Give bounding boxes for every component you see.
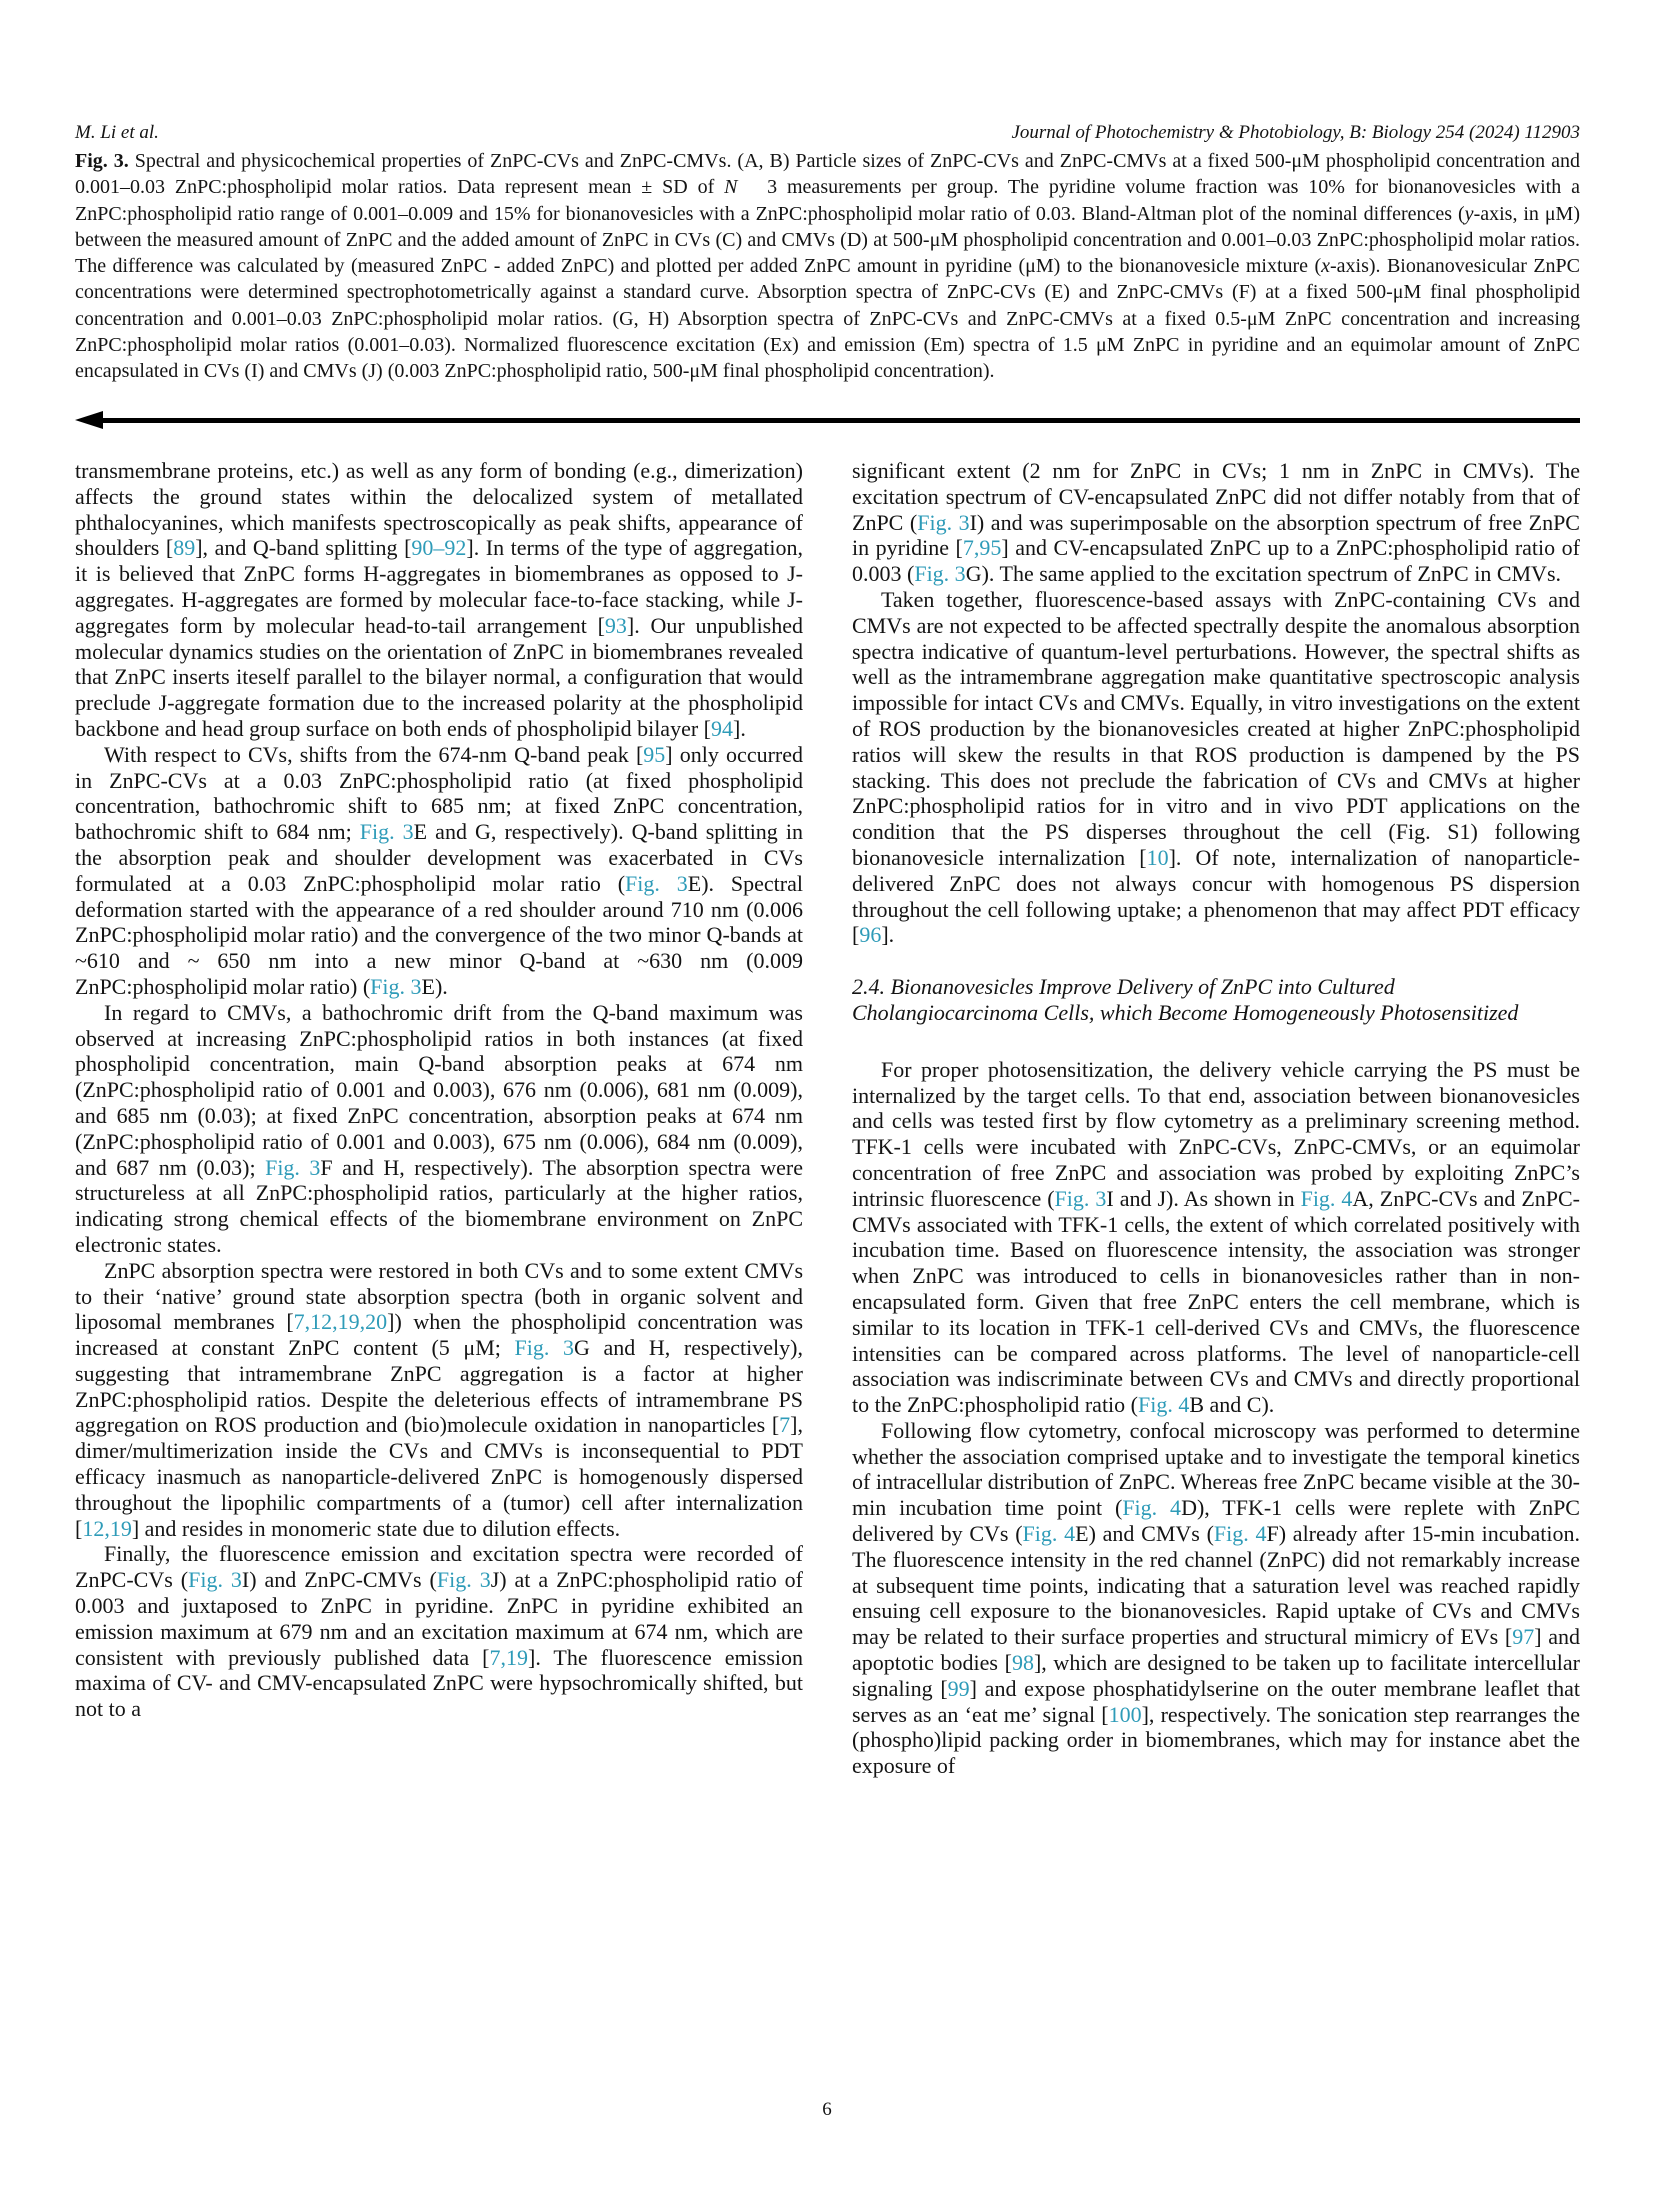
figure-separator-arrow <box>75 411 1580 429</box>
text-segment: Finally, the fluorescence emission and excitation spectra were recorded of ZnPC-CVs ( <box>75 1541 803 1593</box>
citation-link[interactable]: Fig. 3 <box>514 1335 574 1361</box>
text-segment: significant extent (2 nm for ZnPC in CVs; 1 nm in ZnPC in CMVs). The excitation spectrum of CV-encapsulated ZnPC did not differ notably from that of ZnPC ( <box>852 458 1580 535</box>
citation-link[interactable]: 97 <box>1512 1624 1535 1650</box>
text-segment: ]. In terms of the type of aggregation, it is believed that ZnPC forms H-aggregates in biomembranes as opposed to J-aggregates. H-aggregates are formed by molecular face-to-face stacking, while J-aggregates form by molecular head-to-tail arrangement [ <box>75 535 803 638</box>
citation-link[interactable]: 93 <box>604 612 627 638</box>
citation-link[interactable]: 89 <box>173 535 196 561</box>
text-segment: -axis). Bionanovesicular ZnPC concentrations were determined spectrophotometrically against a standard curve. Absorption spectra of ZnPC-CVs (E) and ZnPC-CMVs (F) at a fixed 500-μM final phospholipid concentration and 0.001–0.03 ZnPC:phospholipid molar ratios. (G, H) Absorption spectra of ZnPC-CVs and ZnPC-CMVs at a fixed 0.5-μM ZnPC concentration and increasing ZnPC:phospholipid molar ratios (0.001–0.03). Normalized fluorescence excitation (Ex) and emission (Em) spectra of 1.5 μM ZnPC in pyridine and an equimolar amount of ZnPC encapsulated in CVs (I) and CMVs (J) (0.003 ZnPC:phospholipid ratio, 500-μM final phospholipid concentration). <box>75 255 1580 383</box>
citation-link[interactable]: Fig. 4 <box>1300 1185 1353 1211</box>
citation-link[interactable]: Fig. 3 <box>914 561 966 587</box>
paragraph <box>75 1541 803 1722</box>
paragraph <box>75 742 803 1000</box>
section-heading-2-4 <box>852 974 1580 1026</box>
text-segment: ], and Q-band splitting [ <box>195 535 412 561</box>
paragraph <box>852 1418 1580 1779</box>
page-number: 6 <box>822 2099 832 2120</box>
citation-link[interactable]: Fig. 4 <box>1138 1392 1190 1418</box>
text-segment: Taken together, fluorescence-based assays with ZnPC-containing CVs and CMVs are not expected to be affected spectrally despite the anomalous absorption spectra indicative of quantum-level perturbations. However, the spectral shifts as well as the intramembrane aggregation make quantitative spectroscopic analysis impossible for intact CVs and CMVs. Equally, in vitro investigations on the extent of ROS production by the bionanovesicles created at higher ZnPC:phospholipid ratios will skew the results in that ROS production is dampened by the PS stacking. This does not preclude the fabrication of CVs and CMVs at higher ZnPC:phospholipid ratios for in vitro and in vivo PDT applications on the condition that the PS disperses throughout the cell (Fig. S1) following bionanovesicle internalization [ <box>852 586 1580 870</box>
text-segment: E and G, respectively). Q-band splitting in the absorption peak and shoulder development was exacerbated in CVs formulated at a 0.03 ZnPC:phospholipid molar ratio ( <box>75 819 803 896</box>
running-journal-title: Journal of Photochemistry & Photobiology, B: Biology 254 (2024) 112903 <box>1011 122 1580 143</box>
citation-link[interactable]: Fig. 3 <box>265 1154 321 1180</box>
text-segment: E). <box>421 973 448 999</box>
text-segment: B and C). <box>1189 1392 1275 1418</box>
text-segment: Following flow cytometry, confocal microscopy was performed to determine whether the association comprised uptake and to investigate the temporal kinetics of intracellular distribution of ZnPC. Whereas free ZnPC became visible at the 30-min incubation time point ( <box>852 1417 1580 1521</box>
citation-link[interactable]: Fig. 3 <box>1054 1185 1107 1211</box>
text-segment: ] only occurred in ZnPC-CVs at a 0.03 ZnPC:phospholipid ratio (at fixed phospholipid concentration, bathochromic shift to 685 nm; at fixed ZnPC concentration, bathochromic shift to 684 nm; <box>75 741 803 845</box>
text-segment: ], respectively. The sonication step rearranges the (phospho)lipid packing order in biomembranes, which may for instance abet the exposure of <box>852 1701 1581 1779</box>
text-segment: D), TFK-1 cells were replete with ZnPC delivered by CVs ( <box>852 1495 1580 1547</box>
text-segment: G and H, respectively), suggesting that intramembrane ZnPC aggregation is a factor at higher ZnPC:phospholipid ratios. Despite the deleterious effects of intramembrane PS aggregation on ROS production and (bio)molecule oxidation in nanoparticles [ <box>75 1335 803 1438</box>
text-segment: Fig. 3. <box>75 150 129 172</box>
citation-link[interactable]: 7,95 <box>962 535 1002 561</box>
citation-link[interactable]: 98 <box>1011 1650 1034 1676</box>
citation-link[interactable]: 7,12,19,20 <box>293 1309 388 1335</box>
text-segment: y <box>1464 202 1474 225</box>
citation-link[interactable]: Fig. 3 <box>917 509 970 535</box>
paragraph-continuation <box>75 458 803 742</box>
text-segment: -axis, in μM) between the measured amount of ZnPC and the added amount of ZnPC in CVs (C) and CMVs (D) at 500-μM phospholipid concentration and 0.001–0.03 ZnPC:phospholipid molar ratios. The difference was calculated by (measured ZnPC - added ZnPC) and plotted per added ZnPC amount in pyridine (μM) to the bionanovesicle mixture ( <box>75 202 1581 278</box>
text-segment: ]) when the phospholipid concentration was increased at constant ZnPC content (5 μM; <box>75 1309 804 1361</box>
citation-link[interactable]: Fig. 3 <box>370 973 422 999</box>
citation-link[interactable]: Fig. 4 <box>1122 1495 1182 1521</box>
citation-link[interactable]: Fig. 3 <box>359 819 414 845</box>
text-segment: E) and CMVs ( <box>1075 1521 1214 1547</box>
paragraph <box>852 587 1580 948</box>
text-segment: transmembrane proteins, etc.) as well as any form of bonding (e.g., dimerization) affects the ground states within the delocalized system of metallated phthalocyanines, which manifests spectroscopically as peak shifts, appearance of shoulders [ <box>75 458 803 561</box>
text-segment: ]. <box>733 715 746 741</box>
running-authors: M. Li et al. <box>75 122 159 143</box>
citation-link[interactable]: 7,19 <box>489 1644 528 1670</box>
text-segment: I and J). As shown in <box>1106 1185 1301 1211</box>
text-segment: F and H, respectively). The absorption spectra were structureless at all ZnPC:phospholipid ratios, particularly at the higher ratios, indicating strong chemical effects of the biomembrane environment on ZnPC electronic states. <box>75 1154 803 1257</box>
paragraph <box>852 1057 1580 1418</box>
right-column <box>852 458 1580 1779</box>
text-segment: In regard to CMVs, a bathochromic drift from the Q-band maximum was observed at increasing ZnPC:phospholipid ratios in both instances (at fixed phospholipid concentration, main Q-band absorption peaks at 674 nm (ZnPC:phospholipid ratio of 0.001 and 0.003), 676 nm (0.006), 681 nm (0.009), and 685 nm (0.03); at fixed ZnPC concentration, absorption peaks at 674 nm (ZnPC:phospholipid ratio of 0.001 and 0.003), 675 nm (0.006), 684 nm (0.009), and 687 nm (0.03); <box>75 999 803 1180</box>
text-segment: x <box>1321 255 1331 278</box>
text-segment: ]. Of note, internalization of nanoparticle-delivered ZnPC does not always concur with homogenous PS dispersion throughout the cell following uptake; a phenomenon that may affect PDT efficacy [ <box>852 844 1580 948</box>
text-segment: A, ZnPC-CVs and ZnPC-CMVs associated with TFK-1 cells, the extent of which correlated positively with incubation time. Based on fluorescence intensity, the association was stronger when ZnPC was introduced to cells in bionanovesicles rather than in non-encapsulated form. Given that free ZnPC enters the cell membrane, which is similar to its location in TFK-1 cell-derived CVs and CMVs, the fluorescence intensities can be compared across platforms. The level of nanoparticle-cell association was indiscriminate between CVs and CMVs and directly proportional to the ZnPC:phospholipid ratio ( <box>852 1185 1580 1418</box>
text-segment: ] and resides in monomeric state due to dilution effects. <box>131 1515 621 1541</box>
paragraph <box>75 1258 803 1542</box>
arrow-line <box>102 418 1580 423</box>
text-segment: ] and CV-encapsulated ZnPC up to a ZnPC:phospholipid ratio of 0.003 ( <box>852 535 1580 587</box>
citation-link[interactable]: 96 <box>859 922 882 948</box>
text-segment: J) at a ZnPC:phospholipid ratio of 0.003 and juxtaposed to ZnPC in pyridine. ZnPC in pyridine exhibited an emission maximum at 679 nm and an excitation maximum at 674 nm, which are consistent with previously published data [ <box>75 1567 804 1670</box>
text-segment: ]. Our unpublished molecular dynamics studies on the orientation of ZnPC in biomembranes revealed that ZnPC inserts iteself parallel to the bilayer normal, a configuration that would preclude J-aggregate formation due to the increased polarity at the phospholipid backbone and head group surface on both ends of phospholipid bilayer [ <box>75 612 804 741</box>
left-column <box>75 458 803 1722</box>
text-segment: I) and ZnPC-CMVs ( <box>241 1567 437 1593</box>
citation-link[interactable]: Fig. 3 <box>436 1567 491 1593</box>
arrow-head-icon <box>75 411 103 429</box>
text-segment: N <box>724 176 738 199</box>
text-segment: Spectral and physicochemical properties of ZnPC-CVs and ZnPC-CMVs. (A, B) Particle sizes of ZnPC-CVs and ZnPC-CMVs at a fixed 500-μM phospholipid concentration and 0.001–0.03 ZnPC:phospholipid molar ratios. Data represent mean ± SD of <box>75 150 1580 199</box>
text-segment: G). The same applied to the excitation spectrum of ZnPC in CMVs. <box>965 561 1562 587</box>
page-footer <box>0 2099 1654 2121</box>
text-segment: 3 measurements per group. The pyridine volume fraction was 10% for bionanovesicles with a ZnPC:phospholipid ratio range of 0.001–0.009 and 15% for bionanovesicles with a ZnPC:phospholipid molar ratio of 0.03. Bland-Altman plot of the nominal differences ( <box>75 176 1580 225</box>
text-segment: ], dimer/multimerization inside the CVs and CMVs is inconsequential to PDT efficacy inasmuch as nanoparticle-delivered ZnPC is homogenously dispersed throughout the lipophilic compartments of a (tumor) cell after internalization [ <box>75 1412 803 1541</box>
citation-link[interactable]: Fig. 4 <box>1022 1521 1076 1547</box>
text-segment: For proper photosensitization, the delivery vehicle carrying the PS must be internalized by the target cells. To that end, association between bionanovesicles and cells was tested first by flow cytometry as a preliminary screening method. TFK-1 cells were incubated with ZnPC-CVs, ZnPC-CMVs, or an equimolar concentration of free ZnPC and association was probed by exploiting ZnPC’s intrinsic fluorescence ( <box>852 1056 1580 1211</box>
citation-link[interactable]: 95 <box>643 741 666 767</box>
citation-link[interactable]: 94 <box>711 715 733 741</box>
text-segment: F) already after 15-min incubation. The fluorescence intensity in the red channel (ZnPC) did not remarkably increase at subsequent time points, indicating that a saturation level was reached rapidly ensuing cell exposure to the bionanovesicles. Rapid uptake of CVs and CMVs may be related to their surface properties and structural mimicry of EVs [ <box>852 1521 1580 1650</box>
text-segment: I) and was superimposable on the absorption spectrum of free ZnPC in pyridine [ <box>852 509 1580 561</box>
text-segment: ], which are designed to be taken up to facilitate intercellular signaling [ <box>852 1650 1581 1701</box>
figure-caption <box>75 148 1580 385</box>
running-header <box>75 122 1580 144</box>
citation-link[interactable]: Fig. 3 <box>625 870 688 896</box>
text-segment: ]. The fluorescence emission maxima of CV- and CMV-encapsulated ZnPC were hypsochromically shifted, but not to a <box>75 1644 803 1722</box>
text-segment: 2.4. Bionanovesicles Improve Delivery of ZnPC into Cultured Cholangiocarcinoma Cells, which Become Homogeneously Photosensitized <box>852 974 1519 1025</box>
paragraph <box>75 1000 803 1258</box>
citation-link[interactable]: 10 <box>1146 844 1169 870</box>
citation-link[interactable]: 7 <box>779 1412 791 1438</box>
citation-link[interactable]: Fig. 3 <box>188 1567 242 1593</box>
text-segment: ] and apoptotic bodies [ <box>852 1624 1580 1676</box>
text-segment: ZnPC absorption spectra were restored in both CVs and to some extent CMVs to their ‘native’ ground state absorption spectra (both in organic solvent and liposomal membranes [ <box>75 1257 803 1335</box>
paragraph-continuation <box>852 458 1580 587</box>
citation-link[interactable]: 90–92 <box>411 535 467 561</box>
text-segment: E). Spectral deformation started with the appearance of a red shoulder around 710 nm (0.006 ZnPC:phospholipid molar ratio) and the convergence of the two minor Q-bands at ~610 and ~ 650 nm into a new minor Q-band at ~630 nm (0.009 ZnPC:phospholipid molar ratio) ( <box>75 870 803 999</box>
text-segment: ]. <box>881 922 895 948</box>
citation-link[interactable]: 100 <box>1108 1701 1142 1727</box>
text-segment: ] and expose phosphatidylserine on the outer membrane leaflet that serves as an ‘eat me’ signal [ <box>852 1675 1580 1727</box>
citation-link[interactable]: 99 <box>947 1675 970 1701</box>
citation-link[interactable]: 12,19 <box>82 1515 132 1541</box>
text-segment: With respect to CVs, shifts from the 674-nm Q-band peak [ <box>104 741 644 767</box>
citation-link[interactable]: Fig. 4 <box>1213 1521 1267 1547</box>
